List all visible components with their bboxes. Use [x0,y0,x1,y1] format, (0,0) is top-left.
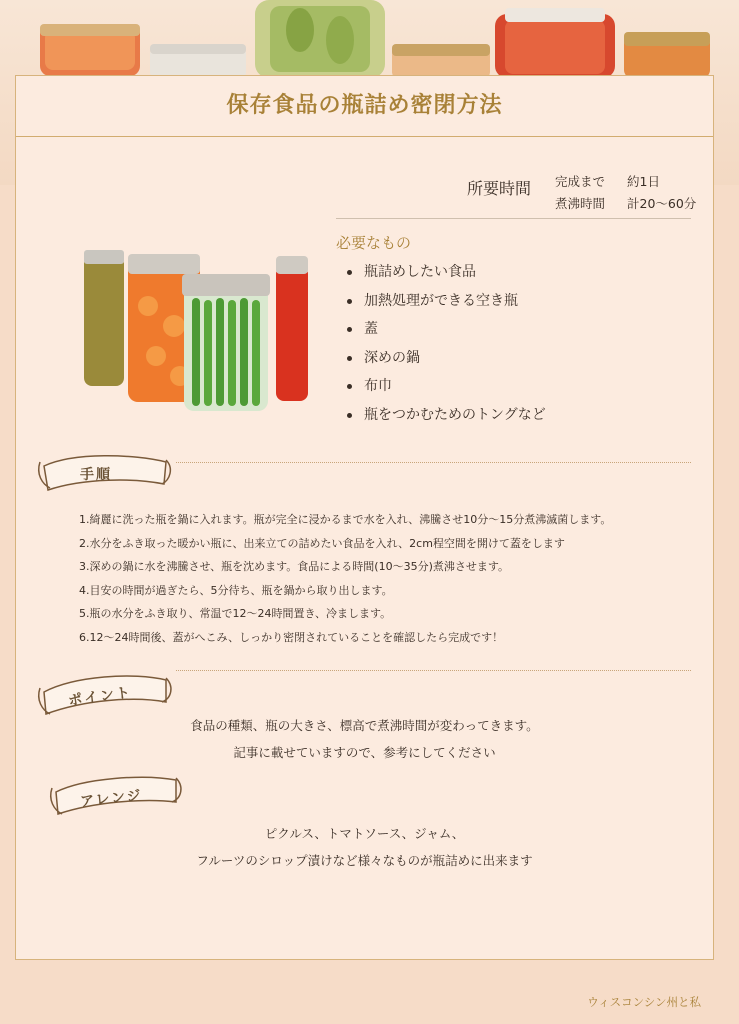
jar-1-illustration [40,24,140,76]
arrange-line: フルーツのシロップ漬けなど様々なものが瓶詰めに出来ます [196,853,533,868]
time-row-key: 煮沸時間 [555,196,606,211]
jar-6-illustration [624,32,710,78]
point-divider [176,670,691,671]
point-line: 食品の種類、瓶の大きさ、標高で煮沸時間が変わってきます。 [190,718,539,733]
green-bean-jar [182,274,270,411]
point-text [16,712,713,766]
needs-item: 瓶をつかむためのトングなど [346,401,546,430]
time-row-boil [555,194,696,212]
time-row-key: 完成まで [555,174,606,189]
step-item: 2.水分をふき取った暖かい瓶に、出来立ての詰めたい食品を入れ、2cm程空間を開けて蓋をします [79,536,565,550]
jars-photo [76,246,311,416]
time-info [467,172,707,220]
arrange-line: ピクルス、トマトソース、ジャム、 [264,826,465,841]
time-row-value: 約1日 [627,174,660,189]
needs-item: 加熱処理ができる空き瓶 [346,287,546,316]
step-item: 5.瓶の水分をふき取り、常温で12〜24時間置き、冷まします。 [79,607,392,620]
step-item: 1.綺麗に洗った瓶を鍋に入れます。瓶が完全に浸かるまで水を入れ、沸騰させ10分〜15分煮沸滅菌します。 [79,513,612,526]
steps-divider [176,462,691,463]
step-item: 6.12〜24時間後、蓋がへこみ、しっかり密閉されていることを確認したら完成です！ [79,630,504,644]
steps-heading: 手順 [80,467,112,483]
page-title: 保存食品の瓶詰め密閉方法 [226,93,503,118]
time-row-value: 計20〜60分 [627,196,697,211]
jar-2-illustration [150,44,246,78]
title-bar [16,76,713,137]
jar-3-illustration [255,0,385,78]
needs-list [346,258,546,429]
jar-4-illustration [392,44,490,78]
step-item: 3.深めの鍋に水を沸騰させ、瓶を沈めます。食品による時間(10〜35分)煮沸させます。 [79,560,509,573]
jars-banner-image [0,0,739,80]
arrange-text [16,820,713,874]
steps-list [79,508,699,649]
time-row-complete [555,172,660,190]
tomato-jar [276,256,308,401]
point-heading: ポイント [67,684,133,710]
step-item: 4.目安の時間が過ぎたら、5分待ち、瓶を鍋から取り出します。 [79,583,393,597]
recipe-card [15,75,714,960]
divider [336,218,691,219]
jar-5-illustration [495,8,615,78]
needs-title: 必要なもの [336,234,412,252]
needs-item: 布巾 [346,372,546,401]
footer-credit: ウィスコンシン州と私 [587,995,701,1009]
point-line: 記事に載せていますので、参考にしてください [233,745,496,760]
needs-item: 瓶詰めしたい食品 [346,258,546,287]
arrange-heading: アレンジ [79,787,144,811]
time-label: 所要時間 [467,179,532,198]
needs-item: 蓋 [346,315,546,344]
needs-item: 深めの鍋 [346,344,546,373]
pickle-jar [84,250,124,386]
